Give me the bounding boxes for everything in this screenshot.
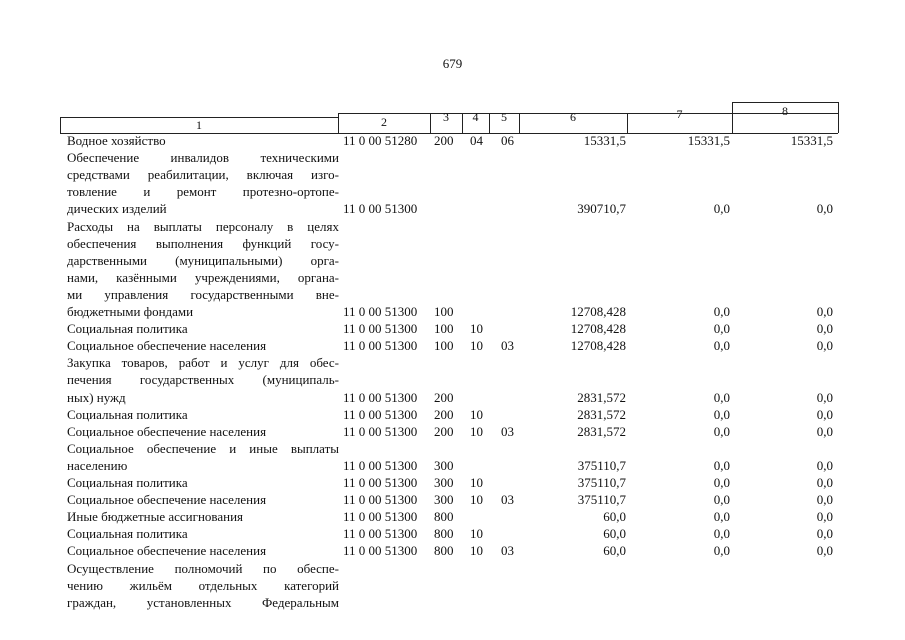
row-name: Социальное обеспечение и иные выплаты: [67, 440, 339, 456]
cell-v6: 12708,428: [570, 304, 626, 319]
row-name: Расходы на выплаты персоналу в целях: [67, 218, 339, 234]
table-row: [0, 132, 905, 149]
row-name: нами, казёнными учреждениями, органа-: [67, 269, 339, 285]
row-name: бюджетными фондами: [67, 304, 194, 319]
cell-v7: 0,0: [713, 406, 730, 422]
cell-v7: 0,0: [713, 201, 730, 217]
cell-code: 11 0 00 51300: [343, 389, 418, 405]
cell-rz: 10: [470, 423, 483, 439]
cell-v7: 0,0: [713, 423, 730, 439]
cell-code: 11 0 00 51300: [343, 321, 418, 337]
cell-v7: 0,0: [713, 304, 730, 319]
row-name: Социальное обеспечение населения: [67, 423, 267, 439]
cell-v8: 0,0: [816, 526, 833, 542]
cell-rz: 10: [470, 406, 483, 422]
cell-vr: 200: [434, 423, 454, 439]
cell-v7: 0,0: [713, 543, 730, 559]
table-row: [0, 577, 905, 594]
cell-vr: 100: [434, 338, 454, 354]
cell-code: 11 0 00 51300: [343, 526, 418, 542]
cell-v7: 0,0: [713, 475, 730, 490]
table-row: [0, 320, 905, 337]
cell-v8: 0,0: [816, 475, 833, 490]
row-name: ных) нужд: [67, 389, 126, 405]
row-name: Социальная политика: [67, 526, 188, 542]
cell-rz: 10: [470, 543, 483, 559]
cell-rz: 10: [470, 475, 483, 490]
cell-v6: 375110,7: [577, 475, 626, 490]
row-name: товление и ремонт протезно-ортопе-: [67, 184, 339, 200]
table-row: [0, 235, 905, 252]
row-name: ми управления государственными вне-: [67, 286, 339, 302]
cell-vr: 100: [434, 304, 454, 319]
cell-vr: 200: [434, 406, 454, 422]
table-row: [0, 508, 905, 525]
cell-code: 11 0 00 51300: [343, 543, 418, 559]
cell-code: 11 0 00 51300: [343, 457, 418, 473]
cell-v7: 0,0: [713, 321, 730, 337]
table-row: [0, 525, 905, 542]
cell-v6: 2831,572: [577, 389, 626, 405]
table-row: [0, 337, 905, 354]
cell-code: 11 0 00 51300: [343, 201, 418, 217]
cell-pr: 03: [501, 338, 514, 354]
table-row: [0, 252, 905, 269]
column-header-5: 5: [501, 110, 507, 124]
cell-v8: 0,0: [816, 389, 833, 405]
cell-v6: 60,0: [603, 543, 626, 559]
page-number: 679: [442, 56, 463, 71]
cell-code: 11 0 00 51300: [343, 304, 418, 319]
cell-v7: 0,0: [713, 526, 730, 542]
table-row: [0, 389, 905, 406]
cell-v8: 0,0: [816, 406, 833, 422]
row-name: Обеспечение инвалидов техническими: [67, 150, 339, 166]
cell-v7: 0,0: [713, 389, 730, 405]
cell-vr: 800: [434, 509, 454, 525]
cell-v8: 0,0: [816, 492, 833, 508]
cell-vr: 300: [434, 457, 454, 473]
row-name: населению: [67, 457, 128, 473]
cell-v8: 0,0: [816, 457, 833, 473]
cell-v7: 0,0: [713, 509, 730, 525]
cell-v8: 15331,5: [790, 133, 833, 148]
cell-code: 11 0 00 51300: [343, 406, 418, 422]
row-name: Социальное обеспечение населения: [67, 492, 267, 508]
cell-code: 11 0 00 51300: [343, 492, 418, 508]
row-name: Социальное обеспечение населения: [67, 338, 267, 354]
row-name: Водное хозяйство: [67, 133, 166, 148]
cell-code: 11 0 00 51300: [343, 338, 418, 354]
table-row: [0, 542, 905, 559]
row-name: печения государственных (муниципаль-: [67, 372, 339, 388]
column-header-6: 6: [570, 110, 576, 124]
row-name: Социальное обеспечение населения: [67, 543, 267, 559]
cell-v6: 12708,428: [570, 321, 626, 337]
cell-v6: 2831,572: [577, 406, 626, 422]
table-rule: [838, 102, 839, 133]
row-name: дических изделий: [67, 201, 167, 217]
table-row: [0, 491, 905, 508]
cell-pr: 03: [501, 492, 514, 508]
cell-rz: 10: [470, 321, 483, 337]
cell-v7: 0,0: [713, 338, 730, 354]
cell-pr: 03: [501, 543, 514, 559]
table-row: [0, 183, 905, 200]
row-name: граждан, установленных Федеральным: [67, 594, 339, 610]
cell-v8: 0,0: [816, 321, 833, 337]
cell-v8: 0,0: [816, 423, 833, 439]
table-row: [0, 560, 905, 577]
column-header-4: 4: [472, 110, 479, 124]
cell-vr: 300: [434, 475, 454, 490]
cell-pr: 03: [501, 423, 514, 439]
cell-v6: 15331,5: [583, 133, 626, 148]
table-rule: [732, 102, 838, 103]
cell-code: 11 0 00 51300: [343, 423, 418, 439]
cell-v6: 375110,7: [577, 457, 626, 473]
row-name: обеспечения выполнения функций госу-: [67, 235, 339, 251]
row-name: Социальная политика: [67, 475, 188, 490]
cell-vr: 100: [434, 321, 454, 337]
cell-code: 11 0 00 51280: [343, 133, 418, 148]
cell-rz: 10: [470, 526, 483, 542]
cell-rz: 10: [470, 338, 483, 354]
table-row: [0, 269, 905, 286]
table-row: [0, 354, 905, 371]
table-row: [0, 423, 905, 440]
row-name: Осуществление полномочий по обеспе-: [67, 560, 339, 576]
cell-pr: 06: [501, 133, 514, 148]
cell-v8: 0,0: [816, 201, 833, 217]
cell-v6: 60,0: [603, 526, 626, 542]
cell-v6: 12708,428: [570, 338, 626, 354]
column-header-1: 1: [196, 118, 202, 132]
table-row: [0, 149, 905, 166]
cell-v6: 375110,7: [577, 492, 626, 508]
table-row: [0, 457, 905, 474]
cell-vr: 800: [434, 543, 454, 559]
row-name: Иные бюджетные ассигнования: [67, 509, 244, 525]
cell-vr: 200: [434, 133, 454, 148]
row-name: Социальная политика: [67, 406, 188, 422]
cell-v6: 390710,7: [577, 201, 626, 217]
cell-vr: 800: [434, 526, 454, 542]
row-name: дарственными (муниципальными) орга-: [67, 252, 339, 268]
cell-code: 11 0 00 51300: [343, 475, 418, 490]
cell-vr: 200: [434, 389, 454, 405]
cell-vr: 300: [434, 492, 454, 508]
table-row: [0, 303, 905, 320]
cell-v7: 0,0: [713, 457, 730, 473]
cell-v8: 0,0: [816, 304, 833, 319]
cell-rz: 04: [470, 133, 483, 148]
table-row: [0, 406, 905, 423]
column-header-7: 7: [676, 107, 683, 121]
table-row: [0, 474, 905, 491]
row-name: чению жильём отдельных категорий: [67, 577, 339, 593]
cell-v6: 60,0: [603, 509, 626, 525]
table-row: [0, 594, 905, 611]
cell-rz: 10: [470, 492, 483, 508]
cell-v8: 0,0: [816, 338, 833, 354]
table-row: [0, 371, 905, 388]
column-header-8: 8: [782, 104, 788, 118]
cell-v6: 2831,572: [577, 423, 626, 439]
row-name: Социальная политика: [67, 321, 188, 337]
table-row: [0, 166, 905, 183]
cell-v8: 0,0: [816, 543, 833, 559]
table-row: [0, 200, 905, 217]
row-name: средствами реабилитации, включая изго-: [67, 167, 339, 183]
cell-v7: 15331,5: [687, 133, 730, 148]
table-row: [0, 440, 905, 457]
table-row: [0, 218, 905, 235]
cell-code: 11 0 00 51300: [343, 509, 418, 525]
cell-v7: 0,0: [713, 492, 730, 508]
column-header-3: 3: [443, 110, 449, 124]
row-name: Закупка товаров, работ и услуг для обес-: [67, 355, 339, 371]
cell-v8: 0,0: [816, 509, 833, 525]
table-row: [0, 286, 905, 303]
column-header-2: 2: [381, 115, 387, 129]
